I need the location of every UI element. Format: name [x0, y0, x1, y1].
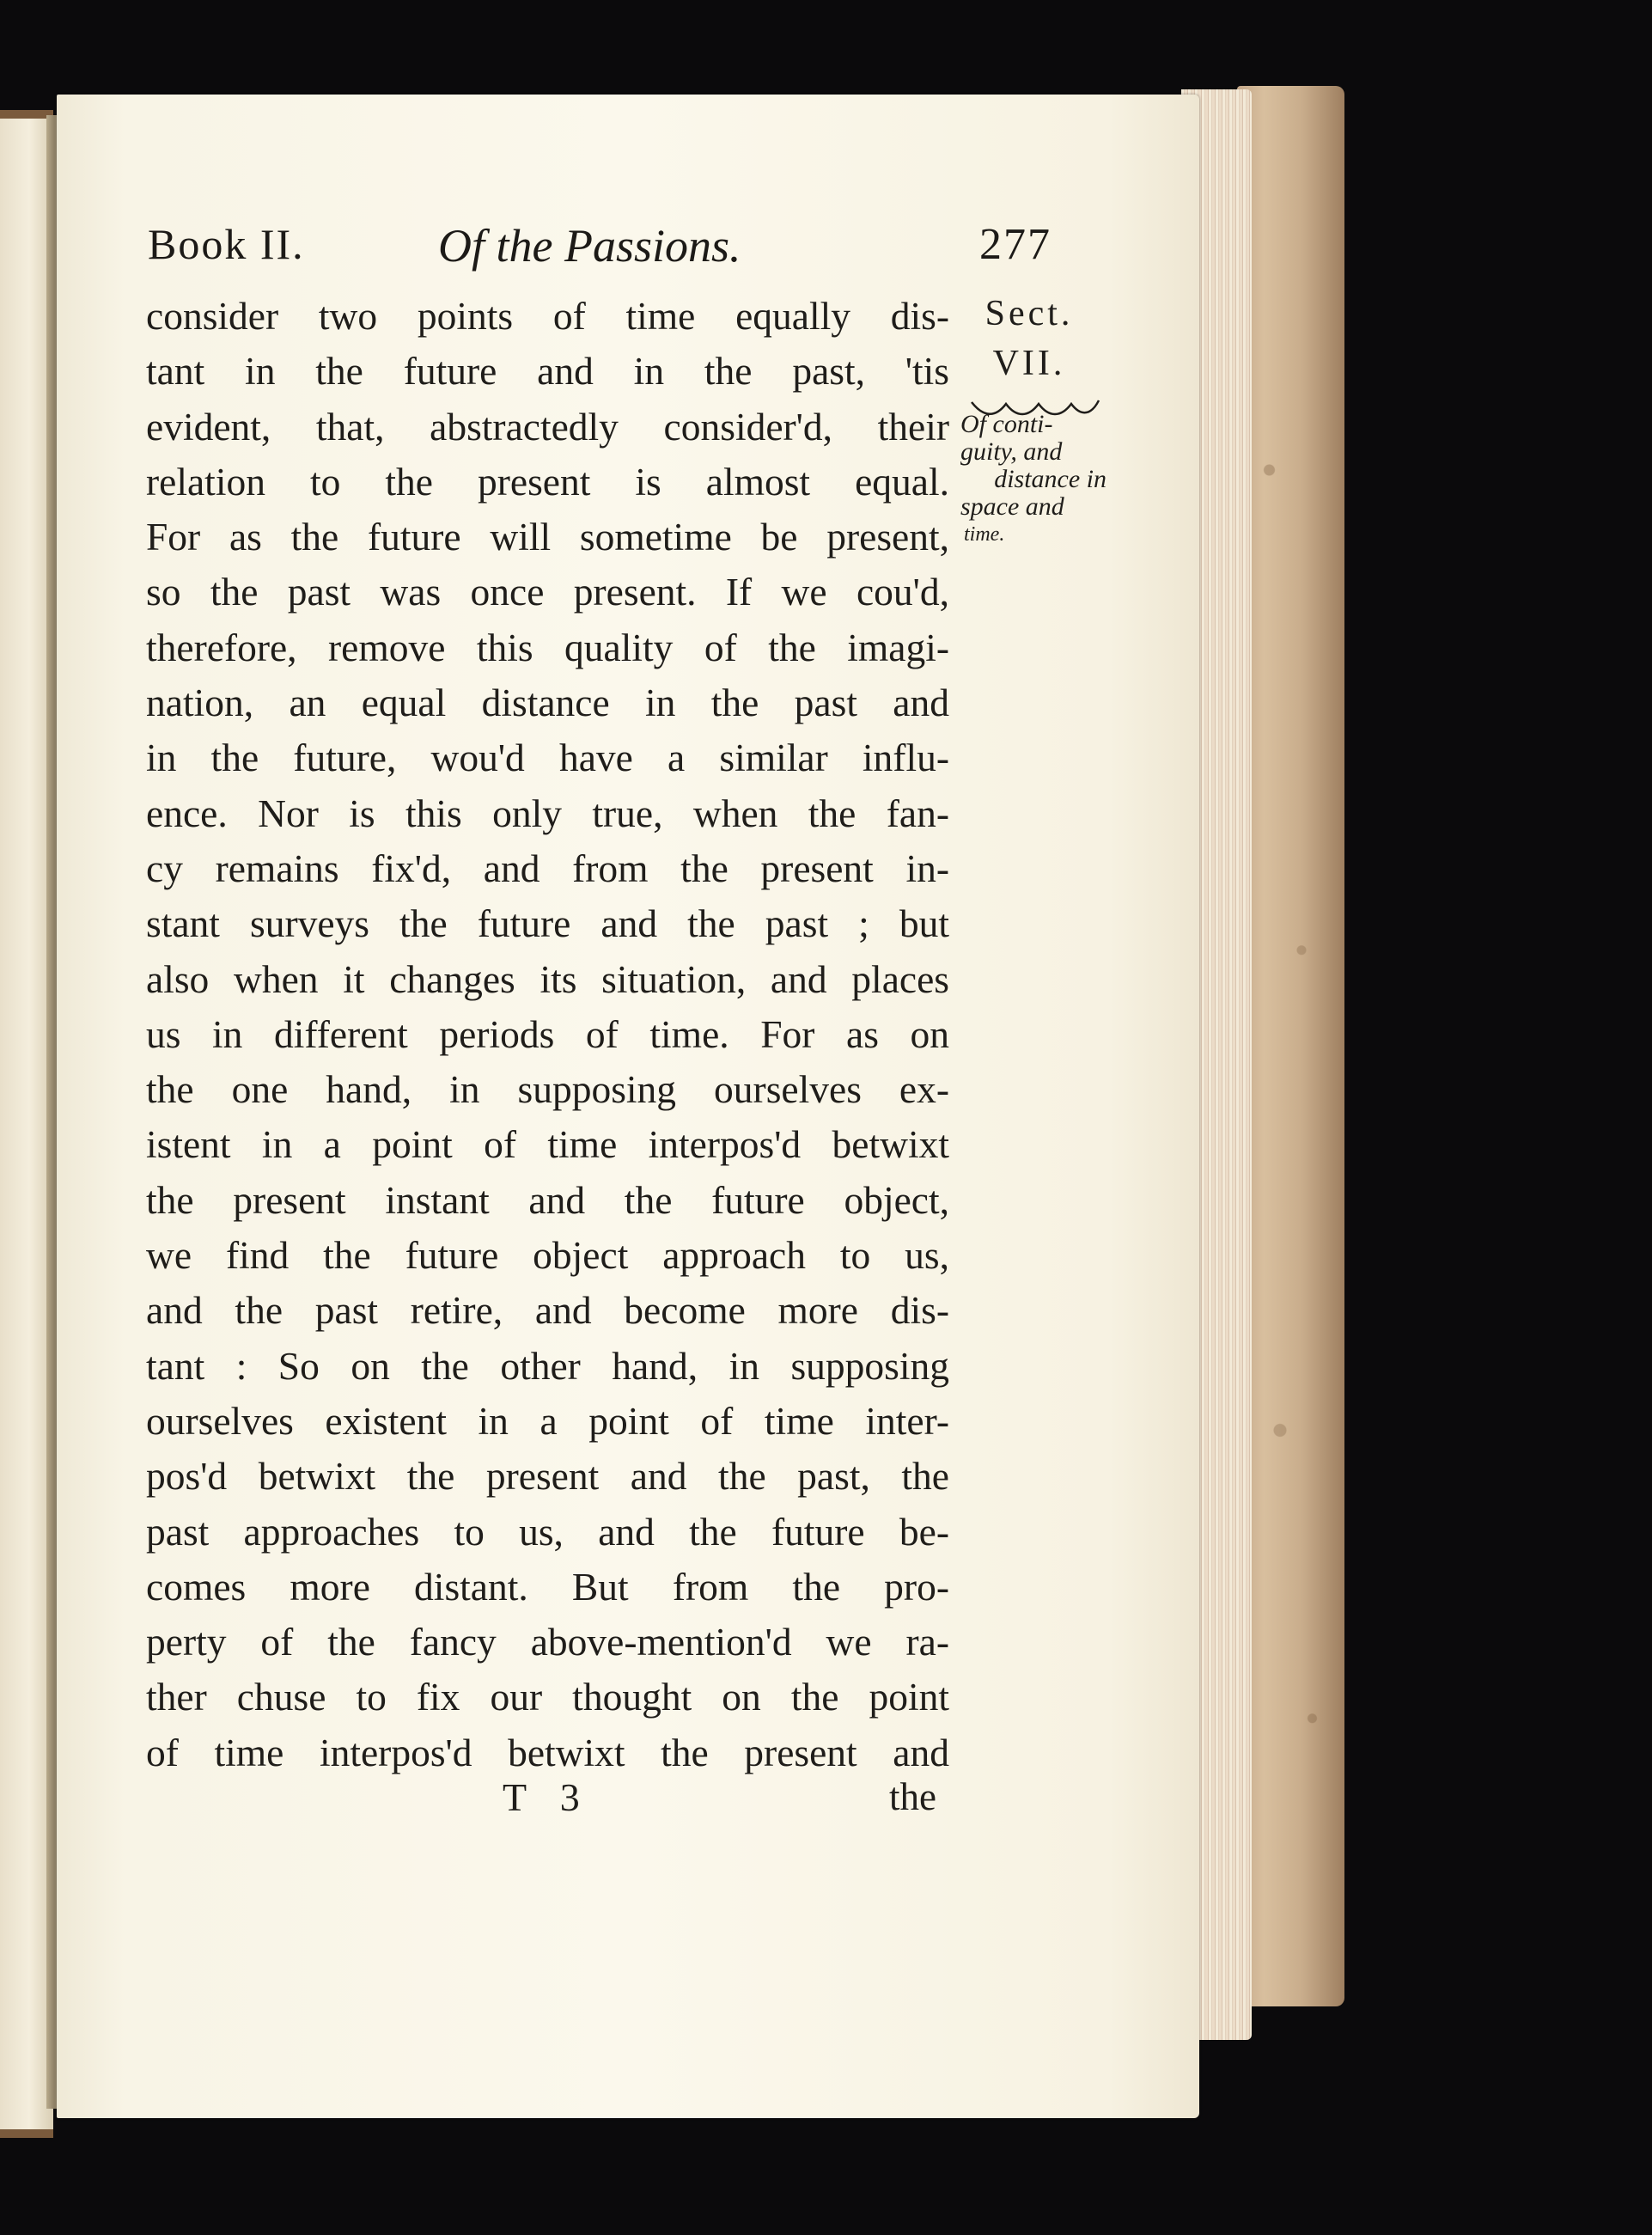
text-line: and the past retire, and become more dis- [146, 1288, 949, 1333]
text-line: perty of the fancy above-mention'd we ra- [146, 1620, 949, 1664]
text-line: ence. Nor is this only true, when the fan- [146, 791, 949, 835]
text-line: the one hand, in supposing ourselves ex- [146, 1067, 949, 1112]
text-line: comes more distant. But from the pro- [146, 1564, 949, 1609]
text-line: evident, that, abstractedly consider'd, their [146, 404, 949, 449]
text-line: tant : So on the other hand, in supposing [146, 1343, 949, 1388]
text-line: consider two points of time equally dis- [146, 294, 949, 338]
margin-note-line: distance in [994, 465, 1106, 493]
text-line: of time interpos'd betwixt the present and [146, 1730, 949, 1774]
section-number: VII. [992, 344, 1066, 383]
text-line: stant surveys the future and the past ; but [146, 901, 949, 946]
book-cover [1237, 86, 1344, 2006]
cover-foxing [1237, 86, 1344, 2006]
facing-page-edge [0, 110, 53, 2138]
signature-mark: T 3 [503, 1775, 592, 1819]
text-line: ther chuse to fix our thought on the point [146, 1675, 949, 1719]
margin-note-line: guity, and [960, 437, 1063, 466]
running-head-book: Book II. [148, 220, 305, 268]
body-text [146, 289, 949, 1780]
text-line: ourselves existent in a point of time inter- [146, 1398, 949, 1443]
margin-note-line: time. [964, 523, 1005, 546]
text-line: pos'd betwixt the present and the past, the [146, 1454, 949, 1499]
margin-note-line: Of conti- [960, 410, 1053, 438]
text-line: relation to the present is almost equal. [146, 459, 949, 504]
section-label: Sect. [984, 294, 1074, 333]
text-line: the present instant and the future object, [146, 1177, 949, 1222]
text-line: therefore, remove this quality of the imagi- [146, 625, 949, 669]
page-number: 277 [979, 220, 1052, 269]
catchword: the [889, 1775, 936, 1818]
text-line: For as the future will sometime be present, [146, 515, 949, 559]
text-line: tant in the future and in the past, 'tis [146, 349, 949, 394]
text-line: we find the future object approach to us, [146, 1233, 949, 1278]
text-line: nation, an equal distance in the past and [146, 681, 949, 725]
text-line: istent in a point of time interpos'd betwixt [146, 1122, 949, 1167]
text-line: past approaches to us, and the future be- [146, 1509, 949, 1554]
margin-note [960, 411, 1106, 548]
margin-note-line: space and [960, 492, 1064, 521]
text-line: us in different periods of time. For as on [146, 1011, 949, 1056]
text-line: so the past was once present. If we cou'd, [146, 570, 949, 614]
text-line: cy remains fix'd, and from the present in- [146, 846, 949, 890]
section-marker [960, 289, 1098, 388]
running-head-title: Of the Passions. [438, 220, 741, 272]
text-line: also when it changes its situation, and places [146, 956, 949, 1001]
text-line: in the future, wou'd have a similar influ- [146, 736, 949, 780]
